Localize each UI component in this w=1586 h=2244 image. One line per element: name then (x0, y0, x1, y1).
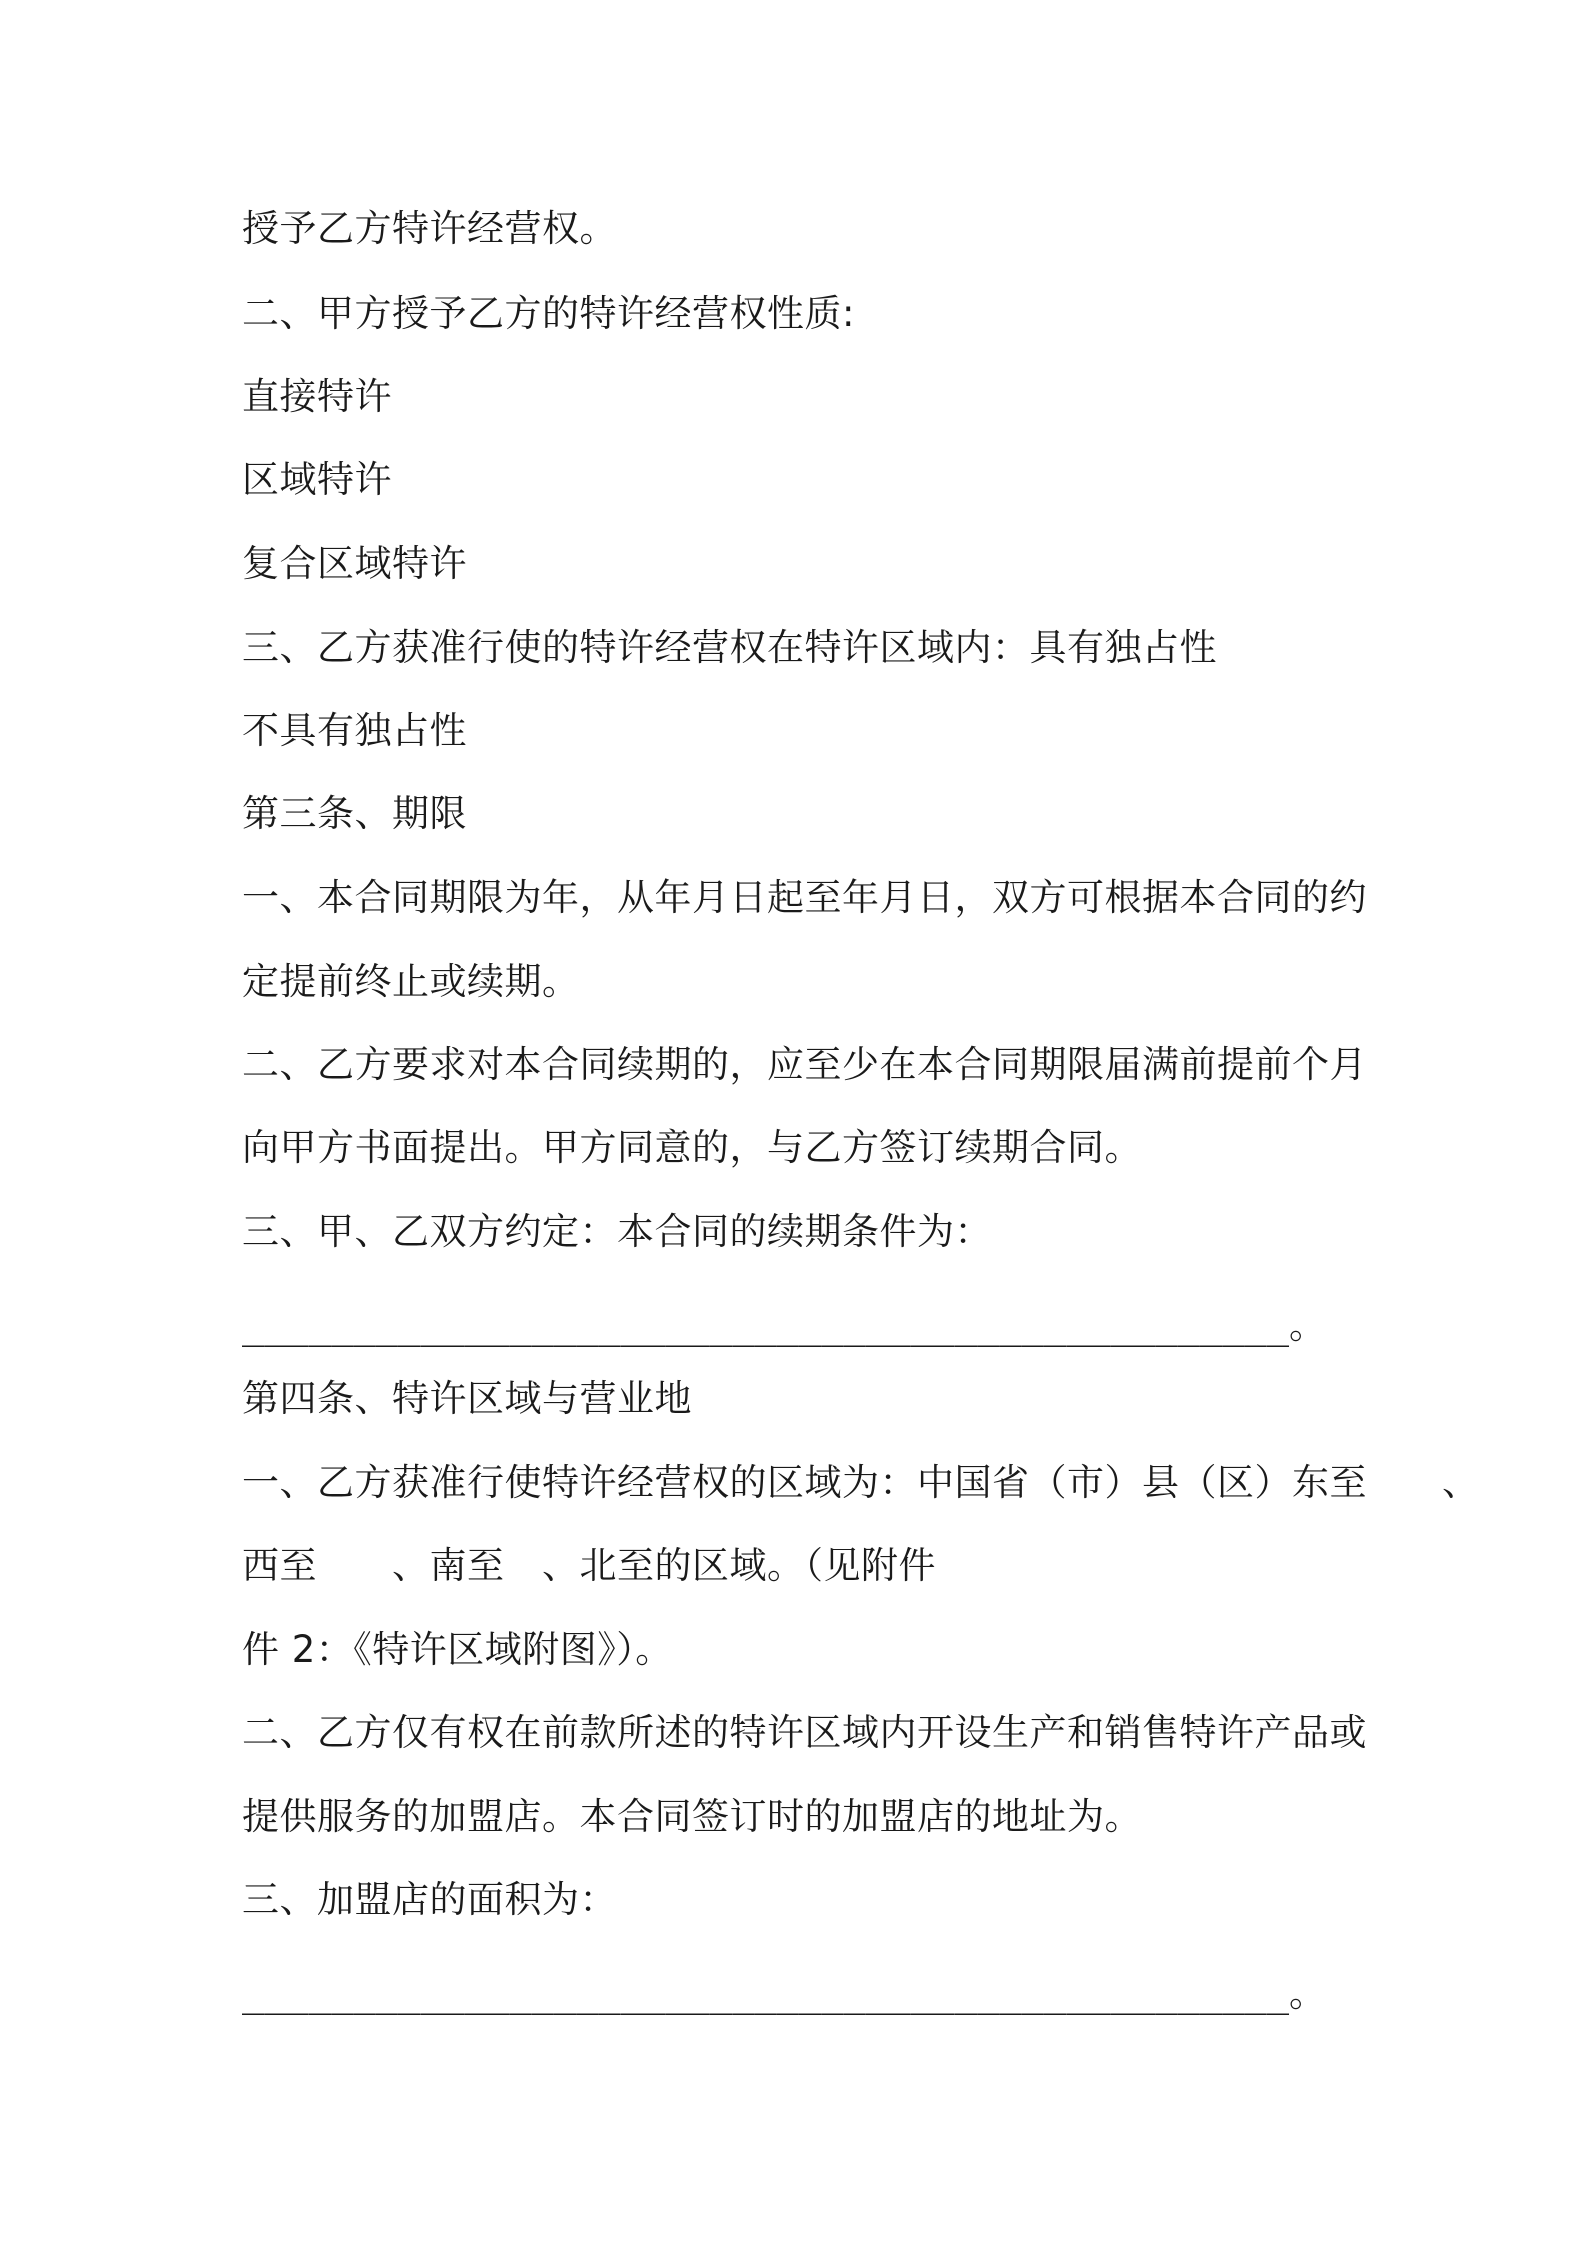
text-line: 件 2：《特许区域附图》）。 (242, 1628, 673, 1671)
text-line: 不具有独占性 (242, 709, 467, 752)
fill-in-blank-line: _______________________________________________。 (242, 1972, 1326, 2015)
section-heading: 第三条、期限 (242, 792, 467, 835)
text-line: 三、乙方获准行使的特许经营权在特许区域内：具有独占性 (242, 626, 1217, 669)
text-line: 三、加盟店的面积为： (242, 1878, 617, 1921)
text-line: 授予乙方特许经营权。 (242, 207, 617, 250)
text-line: 向甲方书面提出。甲方同意的，与乙方签订续期合同。 (242, 1126, 1142, 1169)
section-heading: 第四条、特许区域与营业地 (242, 1377, 692, 1420)
text-line: 定提前终止或续期。 (242, 960, 580, 1003)
fill-in-blank-line: _______________________________________________。 (242, 1304, 1326, 1347)
text-line: 一、乙方获准行使特许经营权的区域为：中国省（市）县（区）东至 、 (242, 1461, 1480, 1504)
text-line: 二、甲方授予乙方的特许经营权性质: (242, 292, 855, 335)
text-line: 一、本合同期限为年，从年月日起至年月日，双方可根据本合同的约 (242, 876, 1367, 919)
text-line: 提供服务的加盟店。本合同签订时的加盟店的地址为。 (242, 1795, 1142, 1838)
text-line: 三、甲、乙双方约定：本合同的续期条件为： (242, 1210, 992, 1253)
text-line: 直接特许 (242, 375, 392, 418)
text-line: 区域特许 (242, 458, 392, 501)
text-line: 二、乙方仅有权在前款所述的特许区域内开设生产和销售特许产品或 (242, 1711, 1367, 1754)
text-line: 二、乙方要求对本合同续期的，应至少在本合同期限届满前提前个月 (242, 1043, 1367, 1086)
text-line: 西至 、南至 、北至的区域。（见附件 (242, 1544, 936, 1587)
text-line: 复合区域特许 (242, 542, 467, 585)
